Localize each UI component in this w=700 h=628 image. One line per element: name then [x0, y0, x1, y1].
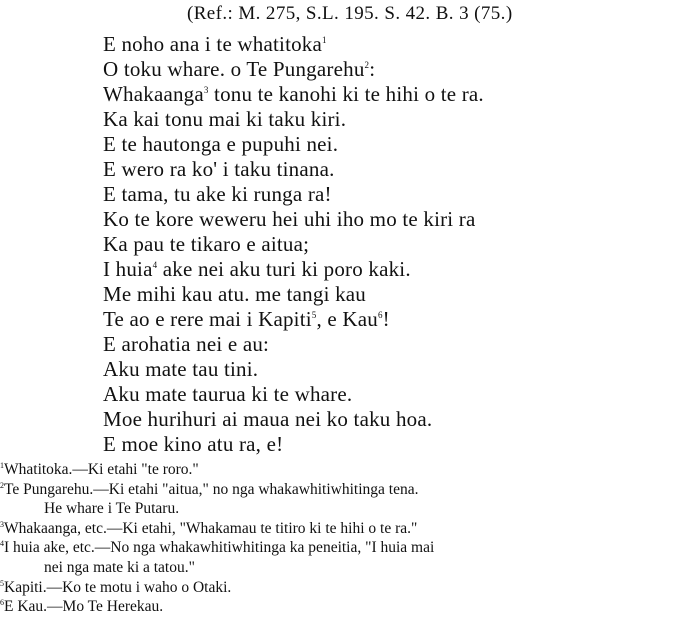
poem-line-text: O toku whare. o Te Pungarehu — [103, 57, 365, 81]
footnotes — [0, 460, 700, 617]
poem-line — [103, 57, 484, 82]
footnote — [0, 480, 700, 519]
poem-line-text: tonu te kanohi ki te hihi o te ra. — [208, 82, 484, 106]
footnote-marker: 3 — [203, 85, 209, 95]
footnote-continuation: He whare i Te Putaru. — [44, 500, 180, 518]
footnote-number: 5 — [0, 578, 4, 588]
poem-line-text: Te ao e rere mai i Kapiti — [103, 307, 312, 331]
footnote-text: Whakaanga, etc.—Ki etahi, "Whakamau te titiro ki te hihi o te ra." — [4, 519, 418, 537]
poem-line — [103, 282, 484, 307]
poem-line — [103, 232, 484, 257]
poem-line-text: Moe hurihuri ai maua nei ko taku hoa. — [103, 407, 433, 431]
footnote-marker: 6 — [377, 310, 383, 320]
poem-line — [103, 357, 484, 382]
footnote-number: 4 — [0, 539, 4, 549]
poem-line-text: ake nei aku turi ki poro kaki. — [157, 257, 411, 281]
poem-line-text: ! — [382, 307, 390, 331]
poem-line-text: Aku mate taurua ki te whare. — [103, 382, 353, 406]
poem-stanza — [103, 32, 484, 457]
poem-line — [103, 407, 484, 432]
poem-line — [103, 132, 484, 157]
footnote-number: 6 — [0, 598, 4, 608]
poem-line-text: , e Kau — [316, 307, 378, 331]
poem-line-text: Ka pau te tikaro e aitua; — [103, 232, 310, 256]
footnote-text: E Kau.—Mo Te Herekau. — [4, 598, 164, 616]
poem-line — [103, 157, 484, 182]
poem-line — [103, 107, 484, 132]
footnote-text: Te Pungarehu.—Ki etahi "aitua," no nga whakawhitiwhitinga tena. — [4, 480, 419, 498]
poem-line-text: Ko te kore weweru hei uhi iho mo te kiri ra — [103, 207, 476, 231]
poem-line — [103, 257, 484, 282]
footnote-text: I huia ake, etc.—No nga whakawhitiwhitinga ka peneitia, "I huia mai — [4, 539, 435, 557]
poem-line — [103, 182, 484, 207]
poem-line — [103, 82, 484, 107]
footnote-marker: 2 — [364, 60, 370, 70]
poem-line-text: E moe kino atu ra, e! — [103, 432, 284, 456]
footnote — [0, 460, 700, 480]
poem-line-text: E arohatia nei e au: — [103, 332, 270, 356]
footnote-marker: 1 — [322, 35, 327, 45]
poem-line-text: E te hautonga e pupuhi nei. — [103, 132, 339, 156]
footnote — [0, 597, 700, 617]
poem-line-text: Whakaanga — [103, 82, 204, 106]
footnote — [0, 538, 700, 577]
reference-line: (Ref.: M. 275, S.L. 195. S. 42. B. 3 (75.) — [187, 3, 513, 24]
poem-line — [103, 332, 484, 357]
footnote-continuation: nei nga mate ki a tatou." — [44, 558, 195, 576]
footnote-marker: 5 — [311, 310, 317, 320]
poem-line — [103, 207, 484, 232]
footnote-marker: 4 — [152, 260, 158, 270]
poem-line-text: Ka kai tonu mai ki taku kiri. — [103, 107, 347, 131]
footnote-number: 1 — [0, 461, 4, 470]
poem-line — [103, 32, 484, 57]
poem-line — [103, 382, 484, 407]
poem-line-text: Aku mate tau tini. — [103, 357, 259, 381]
footnote-number: 3 — [0, 519, 4, 529]
footnote-number: 2 — [0, 480, 4, 490]
footnote — [0, 519, 700, 539]
poem-line-text: Me mihi kau atu. me tangi kau — [103, 282, 366, 306]
poem-line — [103, 307, 484, 332]
poem-line-text: : — [369, 57, 376, 81]
poem-line-text: E tama, tu ake ki runga ra! — [103, 182, 332, 206]
poem-line-text: E noho ana i te whatitoka — [103, 32, 323, 56]
footnote — [0, 578, 700, 598]
footnote-text: Whatitoka.—Ki etahi "te roro." — [4, 461, 199, 478]
poem-line-text: E wero ra ko' i taku tinana. — [103, 157, 335, 181]
poem-line — [103, 432, 484, 457]
poem-line-text: I huia — [103, 257, 153, 281]
footnote-text: Kapiti.—Ko te motu i waho o Otaki. — [4, 578, 232, 596]
